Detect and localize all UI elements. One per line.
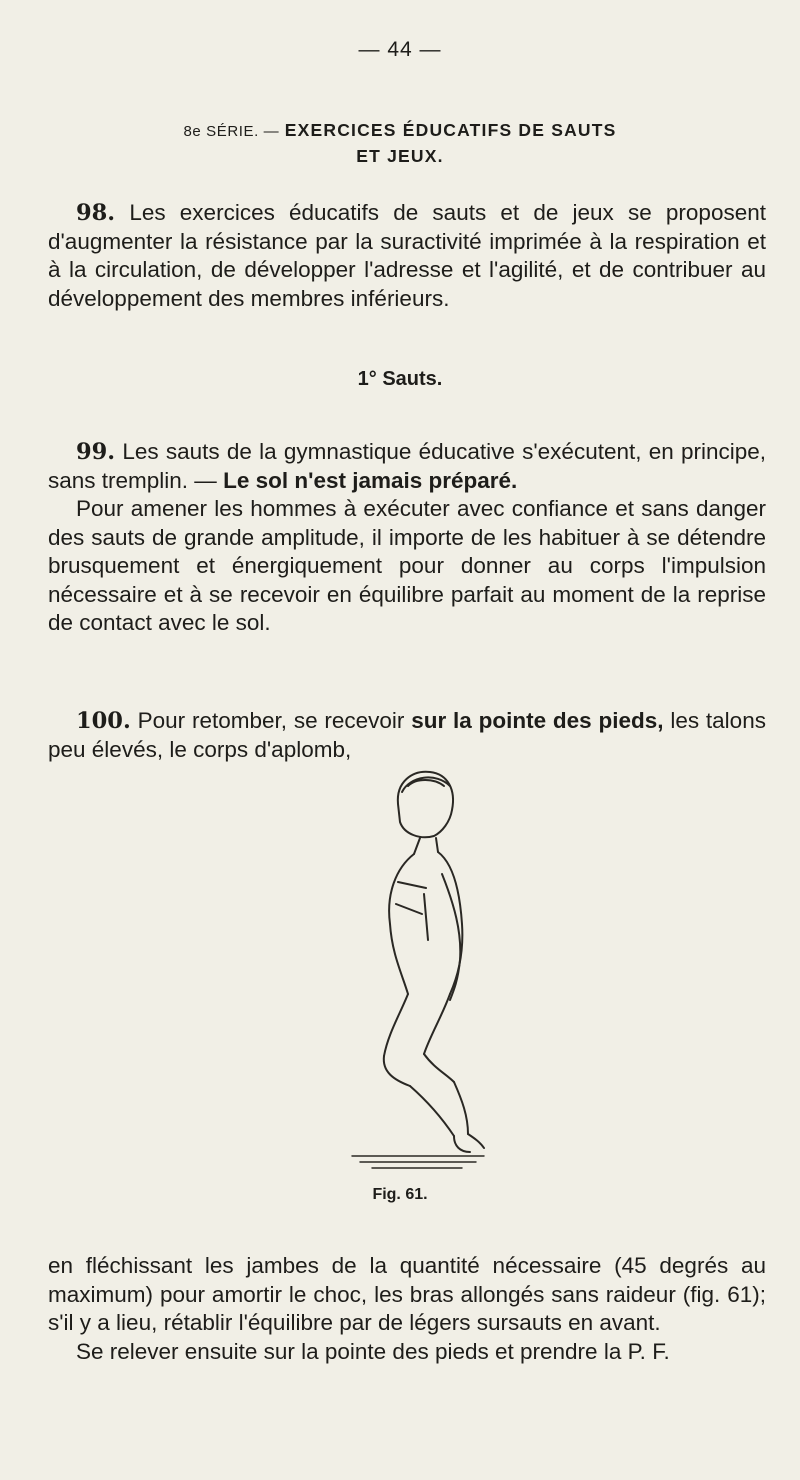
paragraph-number-100: 100. (76, 708, 131, 734)
paragraph-100 (48, 707, 766, 764)
section-heading-sauts: 1° Sauts. (357, 368, 443, 390)
figure-thigh (384, 994, 450, 1056)
figure-knee (384, 1054, 454, 1086)
paragraph-99-emphasis: Le sol n'est jamais préparé. (223, 467, 518, 493)
figure-hair (402, 777, 450, 792)
paragraph-99-text-1: Les sauts de la gymnastique éducative s'exécutent, en principe, sans tremplin. — (48, 439, 766, 493)
page-number: — 44 — (358, 38, 442, 61)
paragraph-number-98: 98. (76, 200, 116, 226)
paragraph-99-second: Pour amener les hommes à exécuter avec confiance et sans danger des sauts de grande amplitude, il importe de les habituer à se détendre brusquement et énergiquement pour donner au corps l'impulsion nécessaire et à se recevoir en équilibre parfait au moment de la reprise de contact avec le sol. (48, 496, 766, 635)
figure-caption: Fig. 61. (372, 1186, 428, 1203)
paragraph-number-99: 99. (76, 439, 116, 465)
paragraph-100-emphasis: sur la pointe des pieds, (411, 708, 664, 733)
series-title-line-1: EXERCICES ÉDUCATIFS DE SAUTS (284, 120, 617, 140)
paragraph-100-text-2: les talons peu élevés, le corps d'aplomb, (48, 708, 766, 762)
continuation-paragraph (48, 1252, 766, 1366)
series-header-line-1 (0, 118, 800, 144)
figure-ground (352, 1156, 484, 1168)
paragraph-100-text-1: Pour retomber, se recevoir (137, 708, 405, 733)
figure-neck (414, 838, 438, 854)
series-title-line-2: ET JEUX. (356, 146, 444, 166)
paragraph-99 (48, 438, 766, 638)
continuation-text-2: Se relever ensuite sur la pointe des pieds et prendre la P. F. (76, 1338, 670, 1364)
figure-shin (410, 1082, 468, 1136)
series-header (0, 118, 800, 168)
paragraph-98 (48, 199, 766, 313)
figure-chest-lines (396, 882, 428, 940)
figure-61-illustration (350, 764, 486, 1172)
continuation-text: en fléchissant les jambes de la quantité nécessaire (45 degrés au maximum) pour amortir le choc, les bras allongés sans raideur (fig. 61); s'il y a lieu, rétablir l'équilibre par de légers sursauts en avant. (48, 1253, 766, 1335)
series-prefix: 8e SÉRIE. — (183, 123, 280, 140)
paragraph-99-first (48, 438, 766, 495)
paragraph-98-text: Les exercices éducatifs de sauts et de jeux se proposent d'augmenter la résistance par la suractivité imprimée à la respiration et à la circulation, de développer l'adresse et l'agilité, et de contribuer au développement des membres inférieurs. (48, 200, 766, 311)
figure-foot (454, 1134, 484, 1152)
